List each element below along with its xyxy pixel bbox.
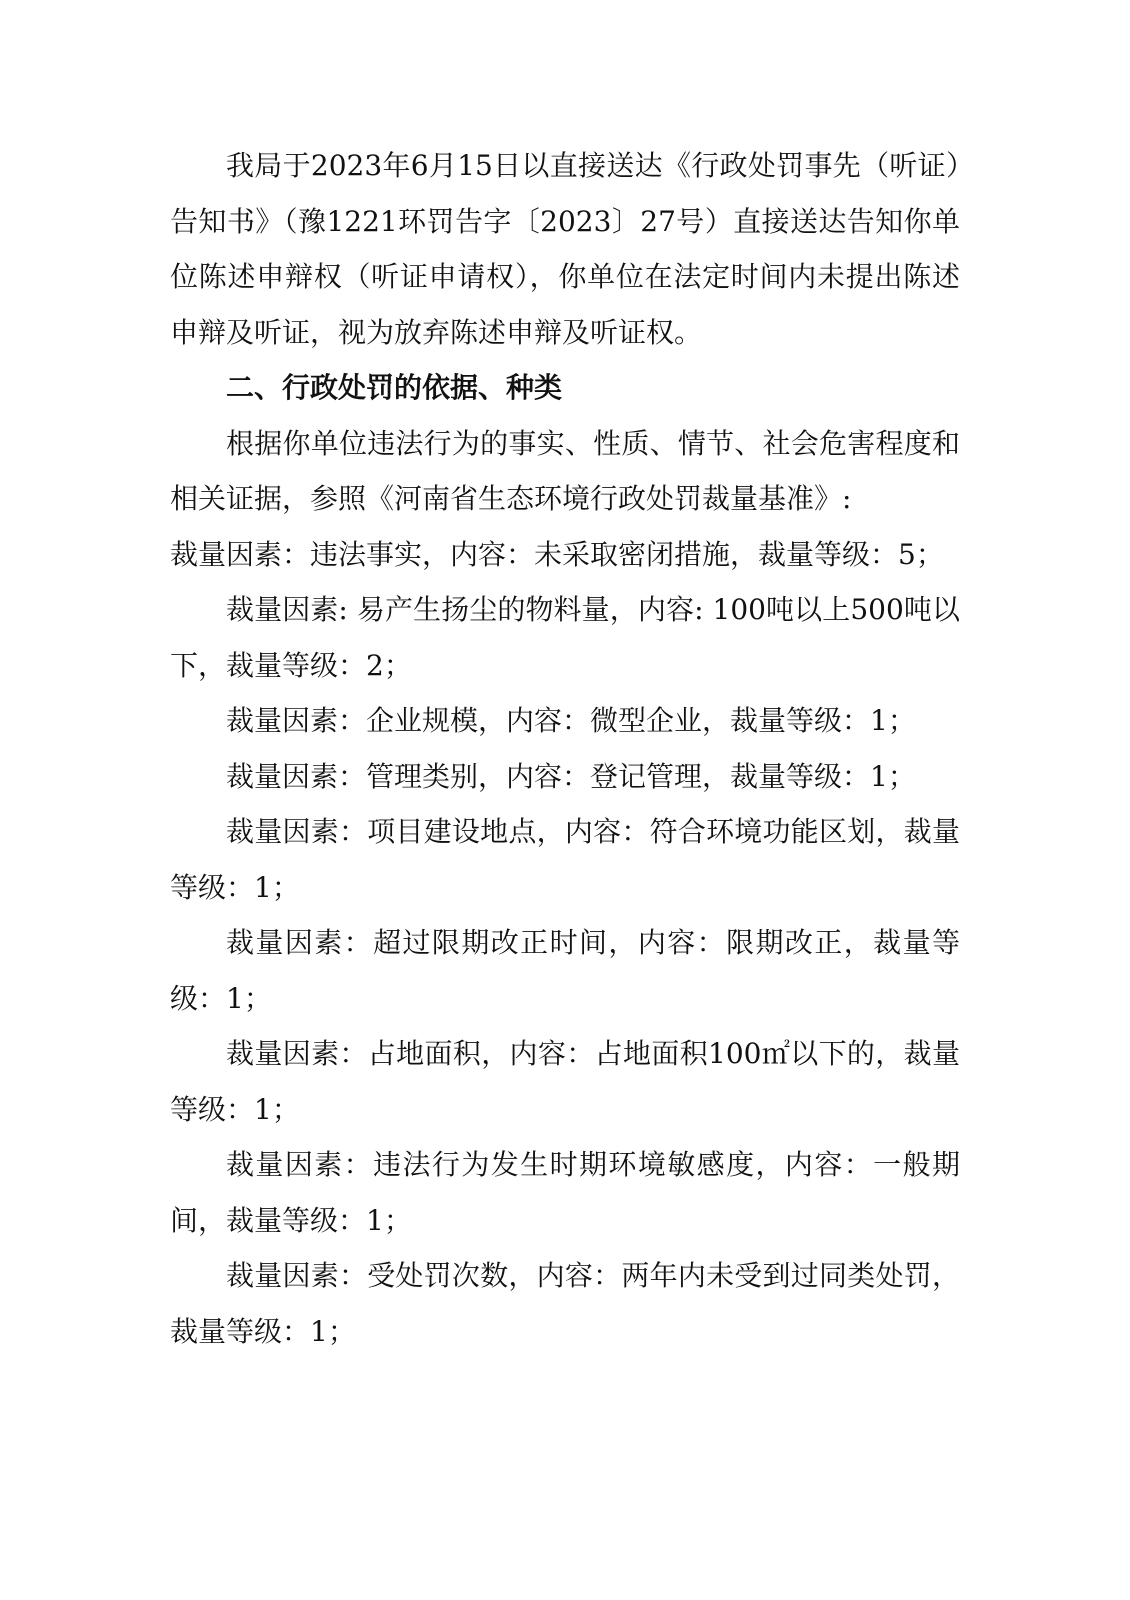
discretion-factor-enterprise-scale: 裁量因素：企业规模，内容：微型企业，裁量等级：1； (226, 704, 916, 737)
discretion-factor-dust-material-amount: 裁量因素: 易产生扬尘的物料量，内容: 100吨以上500吨以下，裁量等级：2； (170, 593, 960, 682)
paragraph-notice-delivery: 我局于2023年6月15日以直接送达《行政处罚事先（听证）告知书》（豫1221环罚告字〔2023〕27号）直接送达告知你单位陈述申辩权（听证申请权），你单位在法定时间内未提出陈述申辩及听证，视为放弃陈述申辩及听证权。 (170, 149, 960, 349)
discretion-factor-penalty-count: 裁量因素：受处罚次数，内容：两年内未受到过同类处罚，裁量等级：1； (170, 1259, 960, 1348)
discretion-factor-land-area: 裁量因素：占地面积，内容：占地面积100㎡以下的，裁量等级：1； (170, 1037, 960, 1126)
document-body (170, 138, 960, 1359)
section-heading-basis-and-type: 二、行政处罚的依据、种类 (226, 371, 563, 404)
discretion-factor-management-category: 裁量因素：管理类别，内容：登记管理，裁量等级：1； (226, 759, 916, 793)
discretion-factor-violation-fact: 裁量因素：违法事实，内容：未采取密闭措施，裁量等级：5； (170, 537, 944, 571)
discretion-factor-environmental-sensitivity: 裁量因素：违法行为发生时期环境敏感度，内容：一般期间，裁量等级：1； (170, 1148, 960, 1237)
discretion-factor-correction-deadline: 裁量因素：超过限期改正时间，内容：限期改正，裁量等级：1； (170, 926, 960, 1015)
paragraph-penalty-basis: 根据你单位违法行为的事实、性质、情节、社会危害程度和相关证据，参照《河南省生态环境行政处罚裁量基准》: (170, 426, 960, 515)
discretion-factor-project-location: 裁量因素：项目建设地点，内容：符合环境功能区划，裁量等级：1； (170, 815, 960, 904)
